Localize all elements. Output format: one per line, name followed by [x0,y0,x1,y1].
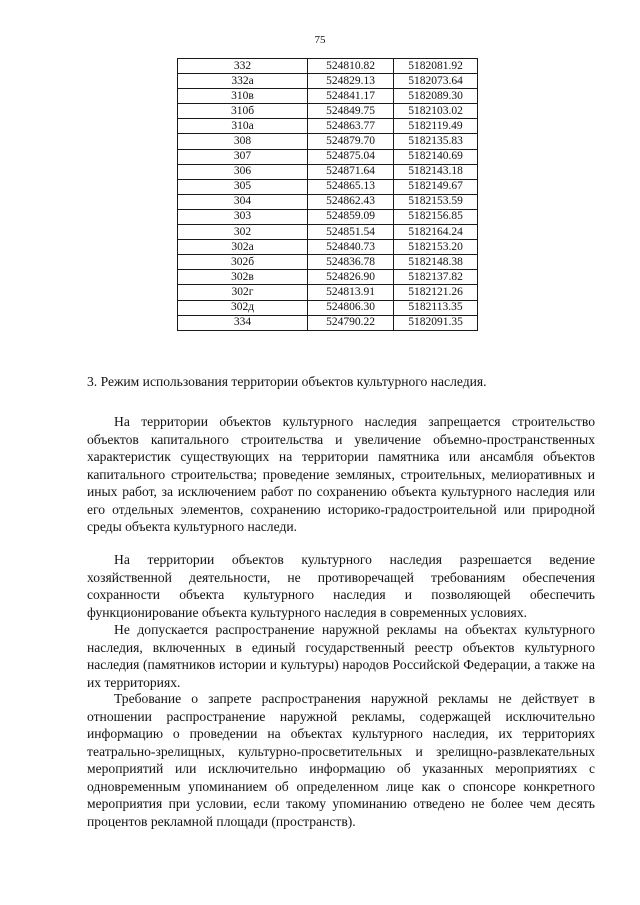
point-id-cell: 302б [178,255,308,270]
point-id-cell: 332 [178,59,308,74]
x-coordinate-cell: 524841.17 [308,89,394,104]
table-row [178,194,478,209]
x-coordinate-cell: 524840.73 [308,240,394,255]
paragraph-restrictions: На территории объектов культурного наследия запрещается строительство объектов капитального строительства и увеличение объемно-пространственных характеристик существующих на территории памятника или ансамбля объектов капитального строительства; проведение земляных, строительных, мелиоративных и иных работ, за исключением работ по сохранению объекта культурного наследия или его отдельных элементов, сохранению историко-градостроительной или природной среды объекта культурного наследи. [87,414,595,534]
paragraph-advertising-ban: Не допускается распространение наружной рекламы на объектах культурного наследия, включенных в единый государственный реестр объектов культурного наследия (памятников истории и культуры) народов Российской Федерации, а также на их территориях. [87,622,595,690]
table-row [178,270,478,285]
point-id-cell: 310а [178,119,308,134]
point-id-cell: 302в [178,270,308,285]
y-coordinate-cell: 5182137.82 [394,270,478,285]
table-row [178,89,478,104]
x-coordinate-cell: 524813.91 [308,285,394,300]
point-id-cell: 302г [178,285,308,300]
y-coordinate-cell: 5182119.49 [394,119,478,134]
y-coordinate-cell: 5182149.67 [394,179,478,194]
point-id-cell: 306 [178,164,308,179]
y-coordinate-cell: 5182153.20 [394,240,478,255]
y-coordinate-cell: 5182143.18 [394,164,478,179]
table-row [178,134,478,149]
x-coordinate-cell: 524849.75 [308,104,394,119]
table-row [178,74,478,89]
y-coordinate-cell: 5182091.35 [394,315,478,330]
y-coordinate-cell: 5182164.24 [394,225,478,240]
x-coordinate-cell: 524871.64 [308,164,394,179]
point-id-cell: 302д [178,300,308,315]
x-coordinate-cell: 524862.43 [308,194,394,209]
point-id-cell: 310в [178,89,308,104]
table-row [178,255,478,270]
y-coordinate-cell: 5182148.38 [394,255,478,270]
x-coordinate-cell: 524829.13 [308,74,394,89]
x-coordinate-cell: 524865.13 [308,179,394,194]
table-row [178,285,478,300]
point-id-cell: 308 [178,134,308,149]
y-coordinate-cell: 5182153.59 [394,194,478,209]
y-coordinate-cell: 5182073.64 [394,74,478,89]
point-id-cell: 304 [178,194,308,209]
table-row [178,179,478,194]
point-id-cell: 334 [178,315,308,330]
coordinates-table [177,58,478,331]
y-coordinate-cell: 5182135.83 [394,134,478,149]
table-row [178,104,478,119]
paragraph-permitted-activity: На территории объектов культурного наследия разрешается ведение хозяйственной деятельности, не противоречащей требованиям обеспечения сохранности объекта культурного наследия и позволяющей обеспечить функционирование объекта культурного наследия в современных условиях. [87,552,595,620]
point-id-cell: 302а [178,240,308,255]
coordinates-table-body [178,59,478,331]
point-id-cell: 303 [178,209,308,224]
x-coordinate-cell: 524806.30 [308,300,394,315]
y-coordinate-cell: 5182140.69 [394,149,478,164]
x-coordinate-cell: 524851.54 [308,225,394,240]
table-row [178,149,478,164]
point-id-cell: 307 [178,149,308,164]
x-coordinate-cell: 524863.77 [308,119,394,134]
section-heading: 3. Режим использования территории объектов культурного наследия. [87,374,487,389]
y-coordinate-cell: 5182156.85 [394,209,478,224]
x-coordinate-cell: 524790.22 [308,315,394,330]
y-coordinate-cell: 5182081.92 [394,59,478,74]
page-number: 75 [314,34,326,46]
x-coordinate-cell: 524875.04 [308,149,394,164]
x-coordinate-cell: 524879.70 [308,134,394,149]
point-id-cell: 310б [178,104,308,119]
y-coordinate-cell: 5182121.26 [394,285,478,300]
y-coordinate-cell: 5182103.02 [394,104,478,119]
table-row [178,209,478,224]
y-coordinate-cell: 5182089.30 [394,89,478,104]
point-id-cell: 332а [178,74,308,89]
point-id-cell: 302 [178,225,308,240]
x-coordinate-cell: 524826.90 [308,270,394,285]
y-coordinate-cell: 5182113.35 [394,300,478,315]
point-id-cell: 305 [178,179,308,194]
paragraph-advertising-exception: Требование о запрете распространения наружной рекламы не действует в отношении распространение наружной рекламы, содержащей исключительно информацию о проведении на объектах культурного наследия, их территориях театрально-зрелищных, культурно-просветительных и зрелищно-развлекательных мероприятий или исключительно информацию об указанных мероприятиях с одновременным упоминанием об определенном лице как о спонсоре конкретного мероприятия при условии, если такому упоминанию отведено не более чем десять процентов рекламной площади (пространств). [87,691,595,829]
table-row [178,119,478,134]
x-coordinate-cell: 524859.09 [308,209,394,224]
table-row [178,59,478,74]
table-row [178,225,478,240]
x-coordinate-cell: 524836.78 [308,255,394,270]
table-row [178,164,478,179]
x-coordinate-cell: 524810.82 [308,59,394,74]
table-row [178,300,478,315]
table-row [178,315,478,330]
table-row [178,240,478,255]
